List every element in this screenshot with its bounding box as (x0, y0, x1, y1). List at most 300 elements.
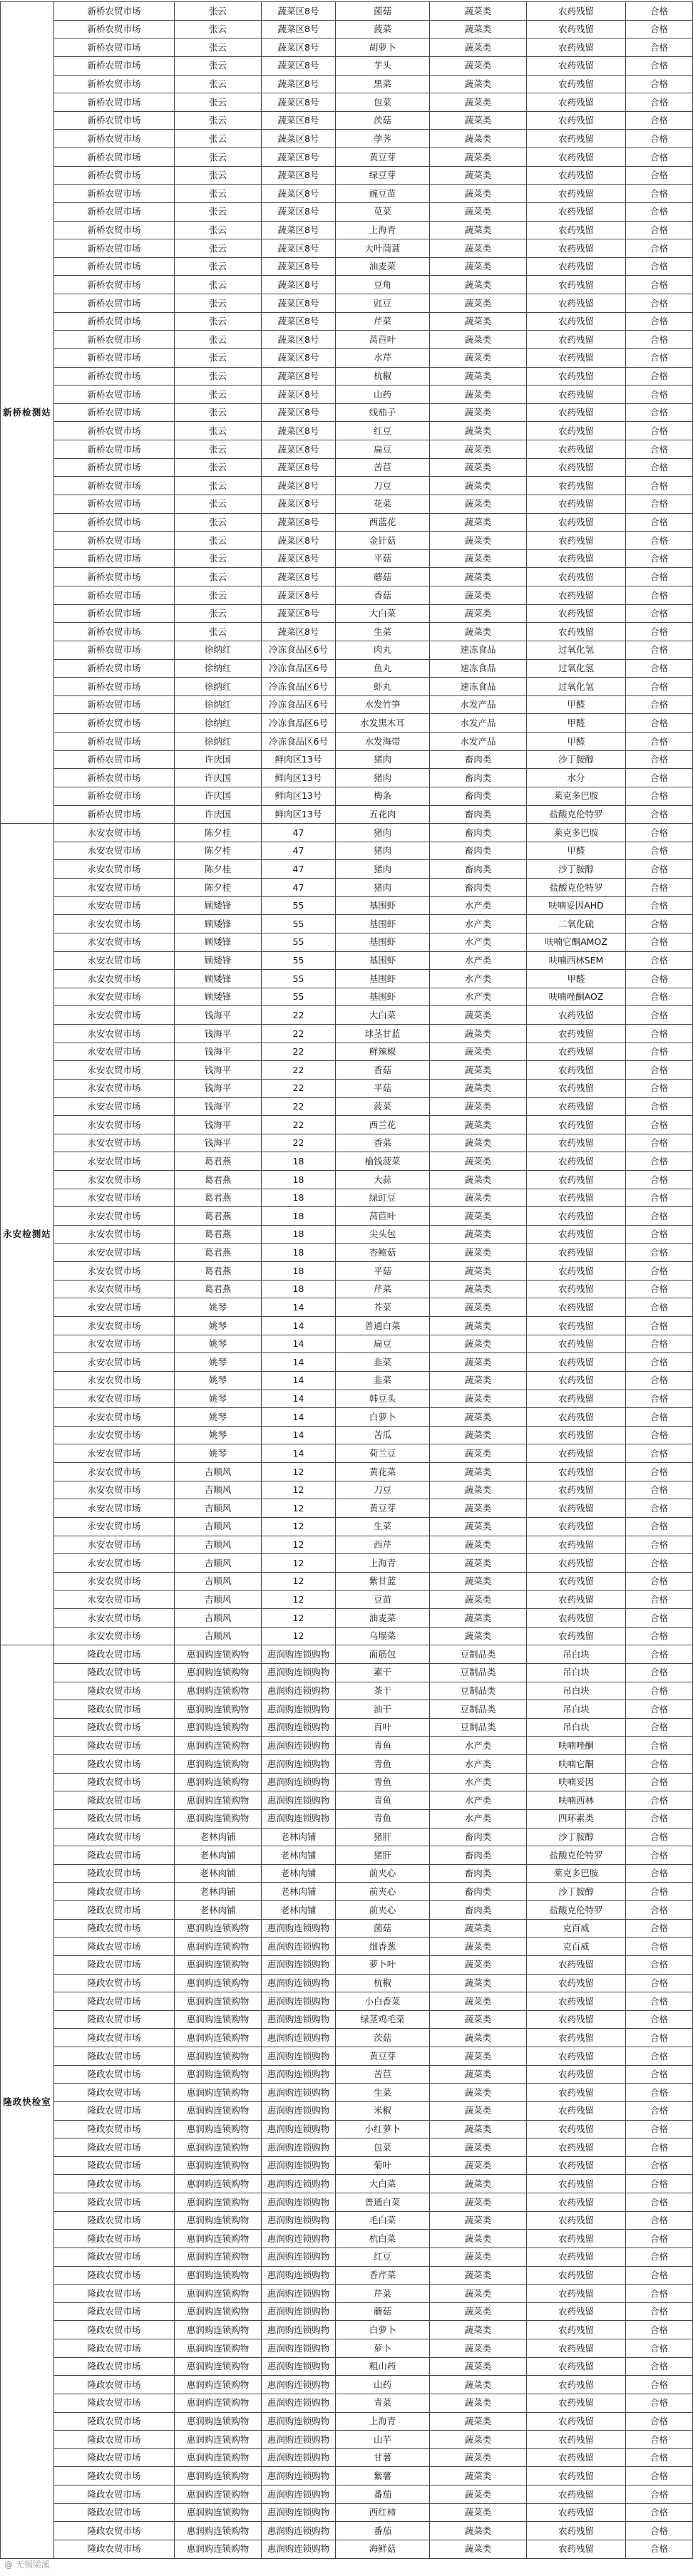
test-item-cell: 农药残留 (527, 294, 626, 313)
vendor-cell: 张云 (175, 56, 262, 75)
table-row (1, 2467, 693, 2486)
market-cell: 新桥农贸市场 (54, 38, 175, 57)
test-item-cell: 农药残留 (527, 1353, 626, 1372)
category-cell: 蔬菜类 (430, 1444, 527, 1463)
vendor-cell: 老林肉铺 (175, 1846, 262, 1865)
test-item-cell: 农药残留 (527, 2467, 626, 2486)
table-row (1, 2138, 693, 2157)
table-row (1, 1243, 693, 1262)
product-cell: 芹菜 (336, 2285, 430, 2303)
category-cell: 蔬菜类 (430, 403, 527, 422)
product-cell: 芹菜 (336, 312, 430, 331)
stall-cell: 鲜肉区13号 (262, 805, 336, 824)
test-item-cell: 农药残留 (527, 1317, 626, 1335)
table-row (1, 1317, 693, 1335)
product-cell: 黑菜 (336, 75, 430, 93)
vendor-cell: 张云 (175, 294, 262, 313)
vendor-cell: 许庆国 (175, 750, 262, 769)
stall-cell: 惠润购连锁购物 (262, 2503, 336, 2522)
result-cell: 合格 (626, 1298, 693, 1317)
market-cell: 新桥农贸市场 (54, 331, 175, 349)
result-cell: 合格 (626, 623, 693, 641)
table-row (1, 1536, 693, 1554)
test-item-cell: 克百威 (527, 1919, 626, 1938)
market-cell: 隆政农贸市场 (54, 2120, 175, 2138)
vendor-cell: 吉顺风 (175, 1536, 262, 1554)
table-row (1, 111, 693, 130)
product-cell: 猪肝 (336, 1846, 430, 1865)
vendor-cell: 张云 (175, 604, 262, 623)
category-cell: 蔬菜类 (430, 2247, 527, 2266)
category-cell: 蔬菜类 (430, 2084, 527, 2102)
stall-cell: 惠润购连锁购物 (262, 2065, 336, 2084)
product-cell: 猪肝 (336, 1828, 430, 1846)
market-cell: 隆政农贸市场 (54, 2029, 175, 2047)
table-row (1, 2230, 693, 2248)
table-row (1, 2247, 693, 2266)
product-cell: 豇豆 (336, 294, 430, 313)
test-item-cell: 农药残留 (527, 1536, 626, 1554)
result-cell: 合格 (626, 1974, 693, 1992)
result-cell: 合格 (626, 1134, 693, 1152)
result-cell: 合格 (626, 495, 693, 513)
test-item-cell: 盐酸克伦特罗 (527, 805, 626, 824)
table-row (1, 787, 693, 805)
test-item-cell: 呋喃唑酮AOZ (527, 988, 626, 1006)
stall-cell: 蔬菜区8号 (262, 348, 336, 367)
market-cell: 新桥农贸市场 (54, 2, 175, 21)
market-cell: 永安农贸市场 (54, 1317, 175, 1335)
result-cell: 合格 (626, 1718, 693, 1737)
table-row (1, 1809, 693, 1828)
category-cell: 蔬菜类 (430, 2029, 527, 2047)
stall-cell: 惠润购连锁购物 (262, 2431, 336, 2449)
product-cell: 肉丸 (336, 641, 430, 659)
category-cell: 蔬菜类 (430, 2156, 527, 2175)
stall-cell: 蔬菜区8号 (262, 20, 336, 38)
market-cell: 新桥农贸市场 (54, 166, 175, 185)
vendor-cell: 张云 (175, 495, 262, 513)
vendor-cell: 钱海平 (175, 1043, 262, 1061)
category-cell: 蔬菜类 (430, 75, 527, 93)
stall-cell: 惠润购连锁购物 (262, 2047, 336, 2066)
result-cell: 合格 (626, 1755, 693, 1774)
product-cell: 茨菇 (336, 2029, 430, 2047)
category-cell: 水发产品 (430, 714, 527, 733)
stall-cell: 惠润购连锁购物 (262, 1955, 336, 1974)
product-cell: 普通白菜 (336, 1317, 430, 1335)
market-cell: 永安农贸市场 (54, 1207, 175, 1226)
product-cell: 前夹心 (336, 1864, 430, 1883)
result-cell: 合格 (626, 111, 693, 130)
product-cell: 菠菜 (336, 20, 430, 38)
stall-cell: 蔬菜区8号 (262, 130, 336, 148)
vendor-cell: 张云 (175, 386, 262, 404)
category-cell: 蔬菜类 (430, 1317, 527, 1335)
result-cell: 合格 (626, 2376, 693, 2394)
table-row (1, 1737, 693, 1755)
table-row (1, 2431, 693, 2449)
result-cell: 合格 (626, 2412, 693, 2431)
test-item-cell: 农药残留 (527, 386, 626, 404)
table-row (1, 2285, 693, 2303)
table-row (1, 824, 693, 842)
product-cell: 菊叶 (336, 2156, 430, 2175)
test-item-cell: 农药残留 (527, 1262, 626, 1281)
stall-cell: 蔬菜区8号 (262, 532, 336, 550)
vendor-cell: 葛君燕 (175, 1152, 262, 1171)
test-item-cell: 农药残留 (527, 185, 626, 203)
vendor-cell: 惠润购连锁购物 (175, 2211, 262, 2230)
vendor-cell: 吉顺风 (175, 1590, 262, 1609)
category-cell: 蔬菜类 (430, 166, 527, 185)
test-item-cell: 甲醛 (527, 842, 626, 860)
market-cell: 新桥农贸市场 (54, 769, 175, 787)
vendor-cell: 惠润购连锁购物 (175, 2029, 262, 2047)
vendor-cell: 惠润购连锁购物 (175, 1791, 262, 1810)
test-item-cell: 农药残留 (527, 2230, 626, 2248)
stall-cell: 惠润购连锁购物 (262, 1938, 336, 1956)
market-cell: 新桥农贸市场 (54, 733, 175, 751)
table-row (1, 2, 693, 21)
category-cell: 蔬菜类 (430, 38, 527, 57)
stall-cell: 惠润购连锁购物 (262, 1773, 336, 1791)
table-row (1, 56, 693, 75)
market-cell: 隆政农贸市场 (54, 2339, 175, 2358)
market-cell: 隆政农贸市场 (54, 2084, 175, 2102)
product-cell: 尖头包 (336, 1225, 430, 1243)
market-cell: 隆政农贸市场 (54, 2357, 175, 2376)
market-cell: 新桥农贸市场 (54, 549, 175, 568)
test-item-cell: 吊白块 (527, 1645, 626, 1664)
market-cell: 隆政农贸市场 (54, 2431, 175, 2449)
vendor-cell: 吉顺风 (175, 1554, 262, 1573)
vendor-cell: 葛君燕 (175, 1189, 262, 1207)
result-cell: 合格 (626, 678, 693, 696)
market-cell: 永安农贸市场 (54, 1189, 175, 1207)
test-item-cell: 农药残留 (527, 2522, 626, 2540)
vendor-cell: 张云 (175, 148, 262, 167)
product-cell: 小白香菜 (336, 1992, 430, 2011)
category-cell: 蔬菜类 (430, 513, 527, 532)
product-cell: 蘑菇 (336, 568, 430, 586)
result-cell: 合格 (626, 2156, 693, 2175)
category-cell: 水产类 (430, 933, 527, 951)
product-cell: 油麦菜 (336, 257, 430, 276)
vendor-cell: 张云 (175, 185, 262, 203)
vendor-cell: 惠润购连锁购物 (175, 1700, 262, 1719)
table-row (1, 2211, 693, 2230)
vendor-cell: 惠润购连锁购物 (175, 2339, 262, 2358)
test-item-cell: 农药残留 (527, 1043, 626, 1061)
category-cell: 蔬菜类 (430, 1919, 527, 1938)
table-row (1, 2376, 693, 2394)
test-item-cell: 农药残留 (527, 2540, 626, 2558)
table-row (1, 915, 693, 933)
stall-cell: 惠润购连锁购物 (262, 2010, 336, 2029)
result-cell: 合格 (626, 20, 693, 38)
vendor-cell: 顾矮锋 (175, 970, 262, 988)
test-item-cell: 呋喃妥因AHD (527, 896, 626, 915)
market-cell: 隆政农贸市场 (54, 2175, 175, 2193)
table-row (1, 951, 693, 970)
product-cell: 大白菜 (336, 2175, 430, 2193)
product-cell: 鲜辣椒 (336, 1043, 430, 1061)
stall-cell: 12 (262, 1536, 336, 1554)
result-cell: 合格 (626, 1097, 693, 1116)
vendor-cell: 姚琴 (175, 1390, 262, 1408)
market-cell: 隆政农贸市场 (54, 1955, 175, 1974)
product-cell: 乌塌菜 (336, 1627, 430, 1645)
stall-cell: 18 (262, 1152, 336, 1171)
test-item-cell: 呋喃妥因 (527, 1773, 626, 1791)
test-item-cell: 农药残留 (527, 202, 626, 221)
category-cell: 畜肉类 (430, 824, 527, 842)
category-cell: 蔬菜类 (430, 1554, 527, 1573)
result-cell: 合格 (626, 2321, 693, 2339)
result-cell: 合格 (626, 294, 693, 313)
category-cell: 蔬菜类 (430, 1463, 527, 1481)
test-item-cell: 二氧化硫 (527, 915, 626, 933)
market-cell: 隆政农贸市场 (54, 1645, 175, 1664)
vendor-cell: 惠润购连锁购物 (175, 2431, 262, 2449)
table-row (1, 1408, 693, 1427)
table-row (1, 422, 693, 440)
market-cell: 新桥农贸市场 (54, 532, 175, 550)
vendor-cell: 惠润购连锁购物 (175, 1955, 262, 1974)
table-row (1, 1682, 693, 1700)
category-cell: 豆制品类 (430, 1645, 527, 1664)
test-item-cell: 沙丁胺醇 (527, 1883, 626, 1901)
stall-cell: 老林肉铺 (262, 1901, 336, 1920)
table-row (1, 1463, 693, 1481)
table-row (1, 1353, 693, 1372)
test-item-cell: 农药残留 (527, 1499, 626, 1518)
result-cell: 合格 (626, 1426, 693, 1444)
vendor-cell: 惠润购连锁购物 (175, 2540, 262, 2558)
test-item-cell: 莱克多巴胺 (527, 787, 626, 805)
table-row (1, 148, 693, 167)
vendor-cell: 许庆国 (175, 787, 262, 805)
market-cell: 隆政农贸市场 (54, 2193, 175, 2212)
stall-cell: 22 (262, 1079, 336, 1097)
vendor-cell: 惠润购连锁购物 (175, 2376, 262, 2394)
category-cell: 水产类 (430, 896, 527, 915)
market-cell: 永安农贸市场 (54, 1280, 175, 1298)
market-cell: 新桥农贸市场 (54, 130, 175, 148)
market-cell: 新桥农贸市场 (54, 623, 175, 641)
vendor-cell: 葛君燕 (175, 1171, 262, 1189)
market-cell: 永安农贸市场 (54, 1025, 175, 1043)
table-row (1, 1426, 693, 1444)
result-cell: 合格 (626, 1955, 693, 1974)
result-cell: 合格 (626, 2010, 693, 2029)
test-item-cell: 农药残留 (527, 1116, 626, 1134)
result-cell: 合格 (626, 348, 693, 367)
result-cell: 合格 (626, 513, 693, 532)
stall-cell: 12 (262, 1590, 336, 1609)
result-cell: 合格 (626, 1390, 693, 1408)
market-cell: 隆政农贸市场 (54, 1682, 175, 1700)
product-cell: 白萝卜 (336, 2321, 430, 2339)
product-cell: 海鲜菇 (336, 2540, 430, 2558)
test-item-cell: 盐酸克伦特罗 (527, 1901, 626, 1920)
test-item-cell: 农药残留 (527, 422, 626, 440)
market-cell: 新桥农贸市场 (54, 787, 175, 805)
vendor-cell: 张云 (175, 623, 262, 641)
category-cell: 蔬菜类 (430, 2357, 527, 2376)
table-row (1, 1481, 693, 1499)
result-cell: 合格 (626, 2065, 693, 2084)
product-cell: 青鱼 (336, 1773, 430, 1791)
result-cell: 合格 (626, 2302, 693, 2321)
category-cell: 蔬菜类 (430, 2138, 527, 2157)
table-row (1, 20, 693, 38)
stall-cell: 惠润购连锁购物 (262, 1919, 336, 1938)
stall-cell: 蔬菜区8号 (262, 312, 336, 331)
table-row (1, 2357, 693, 2376)
stall-cell: 鲜肉区13号 (262, 750, 336, 769)
category-cell: 蔬菜类 (430, 2376, 527, 2394)
product-cell: 番茄 (336, 2486, 430, 2504)
stall-cell: 惠润购连锁购物 (262, 1992, 336, 2011)
test-item-cell: 吊白块 (527, 1718, 626, 1737)
stall-cell: 12 (262, 1517, 336, 1536)
stall-cell: 18 (262, 1189, 336, 1207)
product-cell: 大白菜 (336, 1006, 430, 1025)
stall-cell: 14 (262, 1353, 336, 1372)
category-cell: 畜肉类 (430, 1901, 527, 1920)
station-name: 永安检测站 (1, 824, 54, 1645)
result-cell: 合格 (626, 787, 693, 805)
product-cell: 粗山药 (336, 2357, 430, 2376)
test-item-cell: 农药残留 (527, 1517, 626, 1536)
table-row (1, 2486, 693, 2504)
stall-cell: 冷冻食品区6号 (262, 733, 336, 751)
market-cell: 永安农贸市场 (54, 1079, 175, 1097)
result-cell: 合格 (626, 2394, 693, 2412)
category-cell: 蔬菜类 (430, 2321, 527, 2339)
product-cell: 青鱼 (336, 1737, 430, 1755)
result-cell: 合格 (626, 2047, 693, 2066)
table-row (1, 440, 693, 459)
vendor-cell: 张云 (175, 586, 262, 605)
table-row (1, 1025, 693, 1043)
vendor-cell: 张云 (175, 276, 262, 294)
market-cell: 永安农贸市场 (54, 1499, 175, 1518)
result-cell: 合格 (626, 2193, 693, 2212)
product-cell: 刀豆 (336, 1481, 430, 1499)
vendor-cell: 姚琴 (175, 1426, 262, 1444)
watermark: @ 无锡梁溪 (4, 2560, 50, 2570)
stall-cell: 14 (262, 1335, 336, 1353)
test-item-cell: 农药残留 (527, 2047, 626, 2066)
stall-cell: 鲜肉区13号 (262, 769, 336, 787)
stall-cell: 惠润购连锁购物 (262, 1755, 336, 1774)
category-cell: 蔬菜类 (430, 202, 527, 221)
vendor-cell: 张云 (175, 2, 262, 21)
category-cell: 蔬菜类 (430, 1006, 527, 1025)
stall-cell: 蔬菜区8号 (262, 202, 336, 221)
stall-cell: 蔬菜区8号 (262, 477, 336, 495)
table-row (1, 1955, 693, 1974)
category-cell: 蔬菜类 (430, 2503, 527, 2522)
category-cell: 蔬菜类 (430, 386, 527, 404)
vendor-cell: 姚琴 (175, 1371, 262, 1390)
test-item-cell: 农药残留 (527, 2029, 626, 2047)
table-row (1, 403, 693, 422)
product-cell: 猪肉 (336, 750, 430, 769)
stall-cell: 蔬菜区8号 (262, 513, 336, 532)
category-cell: 蔬菜类 (430, 568, 527, 586)
test-item-cell: 农药残留 (527, 1590, 626, 1609)
stall-cell: 惠润购连锁购物 (262, 2376, 336, 2394)
vendor-cell: 惠润购连锁购物 (175, 2448, 262, 2467)
stall-cell: 蔬菜区8号 (262, 276, 336, 294)
test-item-cell: 农药残留 (527, 2175, 626, 2193)
stall-cell: 12 (262, 1463, 336, 1481)
test-item-cell: 莱克多巴胺 (527, 824, 626, 842)
product-cell: 菠菜 (336, 1097, 430, 1116)
vendor-cell: 吉顺风 (175, 1609, 262, 1628)
product-cell: 芋头 (336, 56, 430, 75)
table-row (1, 1152, 693, 1171)
vendor-cell: 张云 (175, 532, 262, 550)
stall-cell: 惠润购连锁购物 (262, 2302, 336, 2321)
result-cell: 合格 (626, 2211, 693, 2230)
result-cell: 合格 (626, 422, 693, 440)
product-cell: 黄豆芽 (336, 148, 430, 167)
category-cell: 蔬菜类 (430, 1025, 527, 1043)
category-cell: 蔬菜类 (430, 2, 527, 21)
table-row (1, 1590, 693, 1609)
market-cell: 隆政农贸市场 (54, 1919, 175, 1938)
table-row (1, 1919, 693, 1938)
product-cell: 韭菜 (336, 1353, 430, 1372)
result-cell: 合格 (626, 1006, 693, 1025)
table-row (1, 1700, 693, 1719)
result-cell: 合格 (626, 1919, 693, 1938)
result-cell: 合格 (626, 1061, 693, 1080)
stall-cell: 惠润购连锁购物 (262, 2120, 336, 2138)
market-cell: 永安农贸市场 (54, 1353, 175, 1372)
test-item-cell: 盐酸克伦特罗 (527, 1846, 626, 1865)
test-item-cell: 农药残留 (527, 586, 626, 605)
test-item-cell: 农药残留 (527, 1408, 626, 1427)
vendor-cell: 吉顺风 (175, 1627, 262, 1645)
stall-cell: 蔬菜区8号 (262, 257, 336, 276)
vendor-cell: 张云 (175, 331, 262, 349)
vendor-cell: 惠润购连锁购物 (175, 2230, 262, 2248)
test-item-cell: 农药残留 (527, 2321, 626, 2339)
vendor-cell: 惠润购连锁购物 (175, 2412, 262, 2431)
result-cell: 合格 (626, 440, 693, 459)
result-cell: 合格 (626, 586, 693, 605)
result-cell: 合格 (626, 549, 693, 568)
category-cell: 蔬菜类 (430, 2175, 527, 2193)
table-row (1, 239, 693, 258)
result-cell: 合格 (626, 1700, 693, 1719)
product-cell: 黄豆芽 (336, 1499, 430, 1518)
product-cell: 萝卜 (336, 2339, 430, 2358)
table-row (1, 1645, 693, 1664)
result-cell: 合格 (626, 130, 693, 148)
market-cell: 隆政农贸市场 (54, 1755, 175, 1774)
market-cell: 永安农贸市场 (54, 1463, 175, 1481)
product-cell: 水发海带 (336, 733, 430, 751)
result-cell: 合格 (626, 202, 693, 221)
result-cell: 合格 (626, 1883, 693, 1901)
